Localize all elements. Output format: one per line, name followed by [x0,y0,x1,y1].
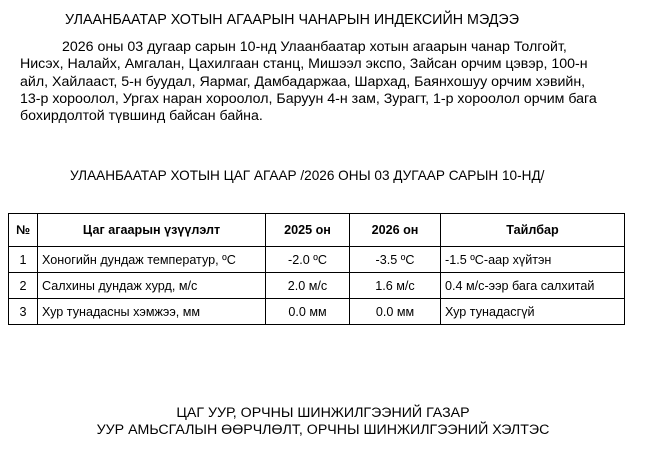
value-2025-cell: -2.0 ºС [266,247,350,273]
paragraph-line: 2026 оны 03 дугаар сарын 10-нд Улаанбаатар хотын агаарын чанар Толгойт, [62,39,567,55]
row-number: 1 [9,247,38,273]
table-row [9,247,625,273]
weather-section-title: УЛААНБААТАР ХОТЫН ЦАГ АГААР /2026 ОНЫ 03 ДУГААР САРЫН 10-НД/ [70,168,545,183]
value-2026-cell: 0.0 мм [350,299,441,325]
footer-signature [0,405,646,439]
air-quality-paragraph [20,39,632,125]
value-2025-cell: 2.0 м/с [266,273,350,299]
column-header-2025: 2025 он [266,214,350,247]
paragraph-line: айл, Хайлааст, 5-н буудал, Яармаг, Дамбадаржаа, Шархад, Баянхошуу орчим хэвийн, [20,73,586,90]
paragraph-line: 13-р хороолол, Ургах наран хороолол, Баруун 4-н зам, Зурагт, 1-р хороолол орчим бага [20,90,597,107]
indicator-cell: Хоногийн дундаж температур, ºС [38,247,266,273]
table-row [9,299,625,325]
value-2026-cell: 1.6 м/с [350,273,441,299]
table-row [9,273,625,299]
footer-agency: ЦАГ УУР, ОРЧНЫ ШИНЖИЛГЭЭНИЙ ГАЗАР [176,405,470,421]
paragraph-line: Нисэх, Налайх, Амгалан, Цахилгаан станц, Мишээл экспо, Зайсан орчим цэвэр, 100-н [20,56,588,73]
weather-table [8,213,625,325]
value-2026-cell: -3.5 ºС [350,247,441,273]
note-cell: Хур тунадасгүй [441,299,625,325]
column-header-2026: 2026 он [350,214,441,247]
column-header-indicator: Цаг агаарын үзүүлэлт [38,214,266,247]
value-2025-cell: 0.0 мм [266,299,350,325]
note-cell: -1.5 ºС-аар хүйтэн [441,247,625,273]
footer-division: УУР АМЬСГАЛЫН ӨӨРЧЛӨЛТ, ОРЧНЫ ШИНЖИЛГЭЭНИЙ ХЭЛТЭС [96,422,550,438]
document-title: УЛААНБААТАР ХОТЫН АГААРЫН ЧАНАРЫН ИНДЕКСИЙН МЭДЭЭ [65,12,519,28]
indicator-cell: Салхины дундаж хурд, м/с [38,273,266,299]
row-number: 2 [9,273,38,299]
column-header-note: Тайлбар [441,214,625,247]
column-header-number: № [9,214,38,247]
note-cell: 0.4 м/с-ээр бага салхитай [441,273,625,299]
indicator-cell: Хур тунадасны хэмжээ, мм [38,299,266,325]
paragraph-line: бохирдолтой түвшинд байсан байна. [20,108,263,125]
table-header-row [9,214,625,247]
row-number: 3 [9,299,38,325]
